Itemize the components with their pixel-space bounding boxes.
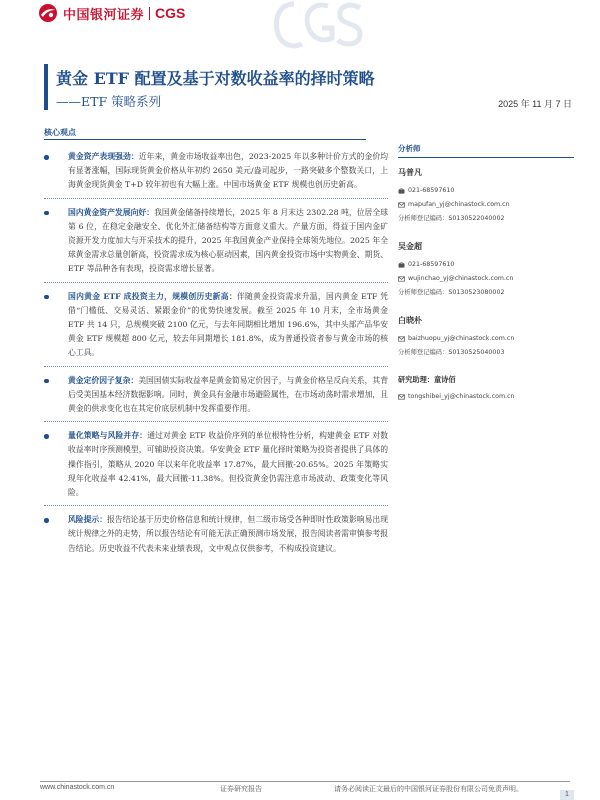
email-icon — [398, 336, 405, 342]
logo-divider — [149, 7, 150, 20]
logo-chinese-text: 中国银河证券 — [63, 7, 145, 23]
analyst-card — [398, 167, 574, 223]
footer-divider — [40, 781, 570, 782]
logo-english-text: CGS — [155, 5, 186, 21]
assistant-email[interactable] — [398, 392, 574, 401]
section-divider — [44, 139, 366, 140]
analyst-registration: 分析师登记编码：S0130525040003 — [398, 349, 505, 356]
key-point — [44, 206, 388, 277]
key-point-text: 报告结论基于历史价格信息和统计规律，但二级市场受各种即时性政策影响易出现统计规律之外的走势，所以报告结论有可能无法正确预测市场发展，报告阅读者需审慎参考报告结论。历史收益不代表未来业绩表现，文中观点仅供参考，不构成投资建议。 — [68, 515, 389, 553]
key-point — [44, 150, 388, 193]
key-point-heading: 风险提示： — [68, 515, 108, 525]
analyst-email[interactable] — [398, 200, 574, 209]
email-icon — [398, 276, 405, 282]
key-point-text: 我国黄金储备持续增长，2025 年 8 月末达 2302.28 吨，位居全球第 6 位，在稳定金融安全、优化外汇储备结构等方面意义重大。产量方面，得益于国内金矿资源开发力度加大与开采技术的提升，2025 年我国黄金产业保持全球领先地位。2025 年全球黄金需求总量创新高，投资需求成为核心驱动因素，国内黄金投资市场中实物黄金、期货、ETF 等品种各有表现，投资需求增长显著。 — [68, 207, 389, 274]
cgs-watermark-icon — [264, 0, 364, 52]
analyst-name: 马普凡 — [398, 168, 422, 177]
bullet-divider — [44, 282, 388, 283]
bullet-divider — [44, 505, 388, 506]
key-point — [44, 290, 388, 361]
analyst-email[interactable] — [398, 274, 574, 283]
section-label: 核心观点 — [44, 128, 76, 137]
email-address[interactable]: mapufan_yj@chinastock.com.cn — [408, 201, 510, 208]
bullet-dot-icon — [44, 155, 49, 160]
bullet-dot-icon — [44, 518, 49, 523]
analyst-registration: 分析师登记编码：S0130523080002 — [398, 289, 505, 296]
bullet-dot-icon — [44, 211, 49, 216]
key-point-text: 近年来，黄金市场收益率出色，2023-2025 年以多种计价方式的金价均有显著涨幅，国际现货黄金价格从年初约 2650 美元/盎司起步，一路突破多个整数关口，上海黄金现货黄金 T+D 较年初也有大幅上涨。中国市场黄金 ETF 规模也创历史新高。 — [68, 152, 388, 190]
analyst-registration: 分析师登记编码：S0130522040002 — [398, 215, 505, 222]
email-address[interactable]: baizhuopu_yj@chinastock.com.cn — [408, 335, 515, 342]
key-point-text: 通过对黄金 ETF 收益价序列的单位根特性分析，构建黄金 ETF 对数收益率时序预测模型，可辅助投资决策。华安黄金 ETF 量化择时策略为投资者提供了具体的操作指引，策略从 2020 年以来年化收益率 17.87%，最大回撤-20.65%。2025 年策略实现年化收益率 42.41%，最大回撤-11.38%。但投资黄金仍需注意市场波动、政策变化等风险。 — [68, 431, 389, 498]
phone-icon — [398, 262, 405, 268]
analyst-card — [398, 315, 574, 357]
key-point-heading: 黄金定价因子复杂： — [68, 375, 139, 385]
footer-website[interactable]: www.chinastock.com.cn — [40, 784, 115, 791]
company-logo — [38, 2, 185, 24]
phone-number: 021-68597610 — [408, 187, 455, 194]
bullet-divider — [44, 421, 388, 422]
assistant-card — [398, 375, 574, 401]
key-point-heading: 量化策略与风险并存： — [68, 431, 148, 441]
email-icon — [398, 394, 405, 400]
title-accent-bar — [44, 64, 48, 110]
bullet-divider — [44, 366, 388, 367]
analyst-phone — [398, 186, 574, 195]
bullet-dot-icon — [44, 379, 49, 384]
analyst-heading: 分析师 — [398, 143, 574, 158]
analyst-phone — [398, 260, 574, 269]
bullet-dot-icon — [44, 295, 49, 300]
key-point-text: 美国国债实际收益率是黄金简易定价因子，与黄金价格呈反向关系，其背后受美国基本经济数据影响。同时，黄金具有金融市场避险属性，在市场动荡时需求增加，且黄金的供求变化也在其定价底层机制中发挥重要作用。 — [68, 375, 389, 414]
footer-disclaimer: 请务必阅读正文最后的中国银河证券股份有限公司免责声明。 — [334, 785, 523, 793]
research-assistant-name: 研究助理：童诗佰 — [398, 375, 456, 384]
email-icon — [398, 202, 405, 208]
key-points-list — [44, 150, 388, 556]
analyst-email[interactable] — [398, 334, 574, 343]
email-address[interactable]: tongshibei_yj@chinastock.com.cn — [408, 393, 515, 400]
analyst-sidebar — [398, 143, 574, 419]
analyst-name: 吴金超 — [398, 242, 422, 251]
report-title: 黄金 ETF 配置及基于对数收益率的择时策略 — [56, 69, 375, 88]
key-point-heading: 国内黄金 ETF 成投资主力，规模创历史新高： — [68, 291, 237, 301]
email-address[interactable]: wujinchao_yj@chinastock.com.cn — [408, 275, 514, 282]
key-point — [44, 429, 388, 500]
page-number: 1 — [560, 790, 574, 800]
report-date: 2025 年 11 月 7 日 — [498, 99, 572, 109]
report-subtitle: ——ETF 策略系列 — [56, 94, 162, 109]
phone-icon — [398, 188, 405, 194]
galaxy-logo-icon — [38, 3, 58, 23]
key-point — [44, 374, 388, 417]
key-point-heading: 黄金资产表现强劲： — [68, 152, 139, 161]
key-point-heading: 国内黄金资产发展向好： — [68, 207, 155, 217]
key-point-text: 伴随黄金投资需求升温，国内黄金 ETF 凭借“门槛低、交易灵活、紧跟金价”的优势快速发展。截至 2025 年 10 月末，全市场黄金 ETF 共 14 只，总规模突破 2100 亿元，与去年同期相比增加 196.6%，其中头部产品华安黄金 ETF 规模超 800 亿元，较去年同期增长 181.8%，成为普通投资者参与黄金市场的核心工具。 — [68, 291, 388, 358]
bullet-dot-icon — [44, 434, 49, 439]
key-point — [44, 513, 388, 556]
phone-number: 021-68597610 — [408, 261, 455, 268]
analyst-name: 白晓朴 — [398, 316, 422, 325]
analyst-card — [398, 241, 574, 297]
bullet-divider — [44, 198, 388, 199]
footer-report-type: 证券研究报告 — [220, 785, 262, 793]
